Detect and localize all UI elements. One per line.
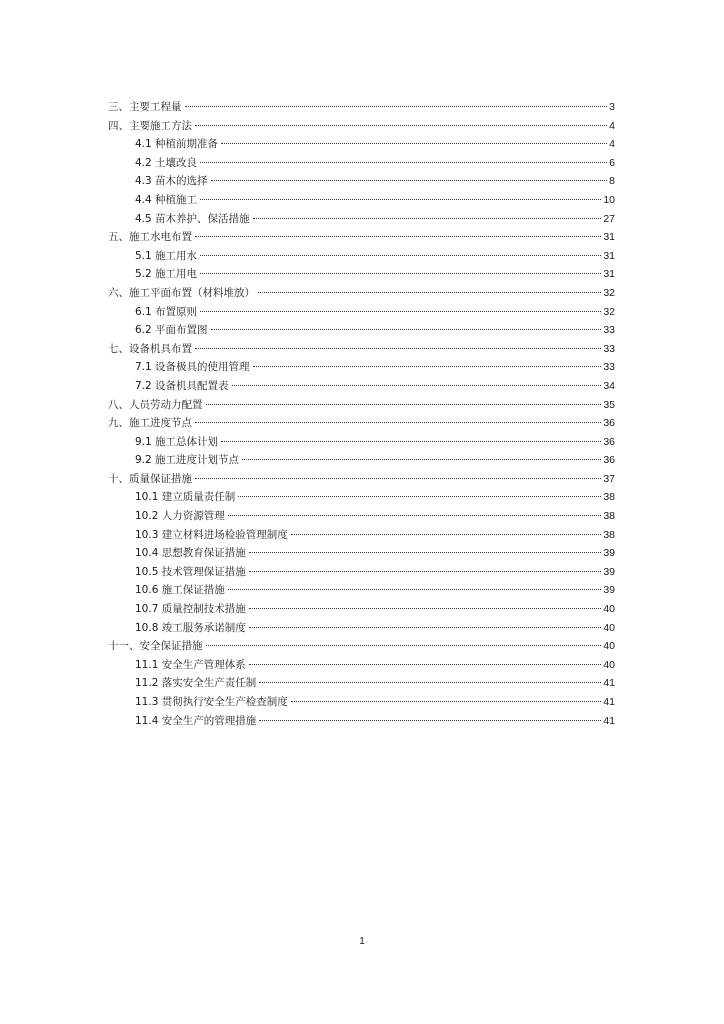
toc-subsection-entry[interactable] — [108, 488, 615, 507]
toc-subsection-entry[interactable] — [108, 619, 615, 638]
toc-subsection-entry[interactable] — [108, 265, 615, 284]
toc-entry-label: 10.2 人力资源管理 — [135, 510, 225, 523]
toc-subsection-entry[interactable] — [108, 600, 615, 619]
toc-entry-label: 九、施工进度节点 — [108, 417, 192, 430]
toc-section-entry[interactable] — [108, 637, 615, 656]
toc-entry-page-number: 33 — [603, 324, 615, 337]
toc-entry-page-number: 38 — [603, 510, 615, 523]
toc-dot-leader — [259, 682, 601, 683]
toc-entry-label: 4.4 种植施工 — [135, 193, 198, 206]
toc-entry-label: 三、主要工程量 — [108, 101, 182, 113]
toc-section-entry[interactable] — [108, 117, 615, 136]
toc-entry-page-number: 33 — [603, 361, 615, 374]
toc-subsection-entry[interactable] — [108, 191, 615, 210]
toc-entry-label: 7.1 设备极具的使用管理 — [135, 361, 250, 374]
toc-subsection-entry[interactable] — [108, 526, 615, 545]
toc-subsection-entry[interactable] — [108, 507, 615, 526]
toc-entry-label: 11.4 安全生产的管理措施 — [135, 714, 257, 727]
toc-entry-page-number: 36 — [603, 435, 615, 448]
toc-entry-page-number: 39 — [603, 584, 615, 597]
toc-section-entry[interactable] — [108, 396, 615, 415]
toc-section-entry[interactable] — [108, 284, 615, 303]
toc-subsection-entry[interactable] — [108, 712, 615, 731]
toc-dot-leader — [206, 645, 602, 646]
toc-dot-leader — [238, 496, 601, 497]
toc-entry-label: 十、质量保证措施 — [108, 472, 192, 485]
toc-entry-label: 9.1 施工总体计划 — [135, 435, 219, 448]
toc-dot-leader — [200, 199, 601, 200]
toc-dot-leader — [249, 664, 602, 665]
toc-entry-label: 11.2 落实安全生产责任制 — [135, 677, 257, 690]
toc-dot-leader — [291, 534, 602, 535]
toc-entry-page-number: 41 — [603, 714, 615, 727]
toc-entry-label: 4.5 苗木养护、保活措施 — [135, 212, 250, 225]
toc-dot-leader — [195, 478, 601, 479]
toc-dot-leader — [185, 106, 608, 107]
toc-entry-label: 4.1 种植前期准备 — [135, 138, 219, 151]
toc-dot-leader — [242, 459, 601, 460]
toc-dot-leader — [200, 162, 607, 163]
toc-entry-page-number: 36 — [603, 454, 615, 467]
toc-subsection-entry[interactable] — [108, 656, 615, 675]
toc-entry-page-number: 4 — [609, 119, 615, 132]
toc-entry-label: 六、施工平面布置（材料堆放） — [108, 286, 255, 299]
toc-section-entry[interactable] — [108, 470, 615, 489]
toc-subsection-entry[interactable] — [108, 135, 615, 154]
toc-dot-leader — [228, 515, 602, 516]
toc-dot-leader — [195, 422, 601, 423]
toc-entry-page-number: 35 — [603, 398, 615, 411]
toc-subsection-entry[interactable] — [108, 674, 615, 693]
toc-entry-label: 5.2 施工用电 — [135, 268, 198, 281]
toc-entry-page-number: 40 — [603, 640, 615, 653]
toc-dot-leader — [253, 366, 602, 367]
toc-entry-page-number: 38 — [603, 528, 615, 541]
toc-subsection-entry[interactable] — [108, 693, 615, 712]
toc-entry-page-number: 31 — [603, 268, 615, 281]
toc-entry-label: 6.2 平面布置图 — [135, 324, 208, 337]
toc-dot-leader — [200, 311, 601, 312]
toc-entry-label: 四、主要施工方法 — [108, 119, 192, 132]
toc-subsection-entry[interactable] — [108, 154, 615, 173]
toc-entry-page-number: 3 — [609, 101, 615, 113]
toc-entry-label: 9.2 施工进度计划节点 — [135, 454, 240, 467]
toc-dot-leader — [228, 589, 602, 590]
toc-entry-page-number: 38 — [603, 491, 615, 504]
toc-dot-leader — [291, 701, 602, 702]
toc-entry-page-number: 6 — [609, 156, 615, 169]
toc-entry-page-number: 33 — [603, 342, 615, 355]
toc-subsection-entry[interactable] — [108, 451, 615, 470]
toc-dot-leader — [249, 552, 602, 553]
toc-entry-label: 4.2 土壤改良 — [135, 156, 198, 169]
toc-dot-leader — [195, 125, 607, 126]
toc-subsection-entry[interactable] — [108, 172, 615, 191]
toc-entry-label: 10.3 建立材料进场检验管理制度 — [135, 528, 288, 541]
toc-entry-label: 11.3 贯彻执行安全生产检查制度 — [135, 696, 288, 708]
toc-entry-page-number: 34 — [603, 379, 615, 392]
toc-subsection-entry[interactable] — [108, 358, 615, 377]
toc-entry-label: 6.1 布置原则 — [135, 305, 198, 318]
toc-entry-label: 11.1 安全生产管理体系 — [135, 658, 246, 671]
toc-dot-leader — [195, 236, 601, 237]
table-of-contents — [108, 98, 615, 730]
toc-entry-page-number: 39 — [603, 547, 615, 560]
toc-entry-label: 10.8 竣工服务承诺制度 — [135, 621, 246, 634]
toc-entry-page-number: 40 — [603, 603, 615, 616]
toc-subsection-entry[interactable] — [108, 321, 615, 340]
toc-entry-page-number: 8 — [609, 175, 615, 188]
toc-dot-leader — [211, 329, 602, 330]
toc-subsection-entry[interactable] — [108, 581, 615, 600]
toc-entry-page-number: 39 — [603, 565, 615, 578]
toc-subsection-entry[interactable] — [108, 247, 615, 266]
toc-section-entry[interactable] — [108, 340, 615, 359]
toc-entry-label: 4.3 苗木的选择 — [135, 175, 208, 188]
toc-subsection-entry[interactable] — [108, 210, 615, 229]
toc-subsection-entry[interactable] — [108, 563, 615, 582]
toc-dot-leader — [200, 255, 601, 256]
toc-entry-page-number: 40 — [603, 621, 615, 634]
toc-entry-label: 5.1 施工用水 — [135, 249, 198, 262]
toc-dot-leader — [249, 571, 602, 572]
toc-entry-label: 10.7 质量控制技术措施 — [135, 603, 246, 616]
toc-subsection-entry[interactable] — [108, 303, 615, 322]
toc-section-entry[interactable] — [108, 98, 615, 117]
toc-dot-leader — [258, 292, 601, 293]
toc-entry-label: 10.4 思想教育保证措施 — [135, 547, 246, 560]
toc-dot-leader — [195, 348, 601, 349]
toc-subsection-entry[interactable] — [108, 544, 615, 563]
toc-entry-page-number: 41 — [603, 696, 615, 708]
toc-entry-page-number: 31 — [603, 249, 615, 262]
toc-entry-label: 7.2 设备机具配置表 — [135, 379, 229, 392]
toc-entry-label: 10.5 技术管理保证措施 — [135, 565, 246, 578]
toc-dot-leader — [221, 441, 601, 442]
toc-dot-leader — [259, 720, 601, 721]
toc-dot-leader — [206, 404, 602, 405]
toc-dot-leader — [249, 627, 602, 628]
toc-entry-page-number: 4 — [609, 138, 615, 151]
toc-dot-leader — [253, 218, 602, 219]
toc-subsection-entry[interactable] — [108, 377, 615, 396]
toc-dot-leader — [200, 273, 601, 274]
toc-entry-label: 10.1 建立质量责任制 — [135, 491, 236, 504]
toc-entry-label: 八、人员劳动力配置 — [108, 398, 203, 411]
toc-dot-leader — [221, 143, 607, 144]
toc-entry-page-number: 37 — [603, 472, 615, 485]
toc-dot-leader — [232, 385, 602, 386]
toc-entry-label: 五、施工水电布置 — [108, 231, 192, 244]
toc-subsection-entry[interactable] — [108, 433, 615, 452]
toc-section-entry[interactable] — [108, 228, 615, 247]
page-number: 1 — [359, 936, 365, 947]
toc-entry-page-number: 40 — [603, 658, 615, 671]
toc-entry-label: 十一、安全保证措施 — [108, 640, 203, 653]
toc-dot-leader — [211, 180, 608, 181]
toc-entry-page-number: 10 — [603, 193, 615, 206]
toc-entry-label: 七、设备机具布置 — [108, 342, 192, 355]
toc-entry-page-number: 36 — [603, 417, 615, 430]
toc-dot-leader — [249, 608, 602, 609]
toc-entry-page-number: 41 — [603, 677, 615, 690]
toc-entry-label: 10.6 施工保证措施 — [135, 584, 225, 597]
toc-section-entry[interactable] — [108, 414, 615, 433]
toc-entry-page-number: 31 — [603, 231, 615, 244]
toc-entry-page-number: 27 — [603, 212, 615, 225]
toc-entry-page-number: 32 — [603, 305, 615, 318]
toc-entry-page-number: 32 — [603, 286, 615, 299]
